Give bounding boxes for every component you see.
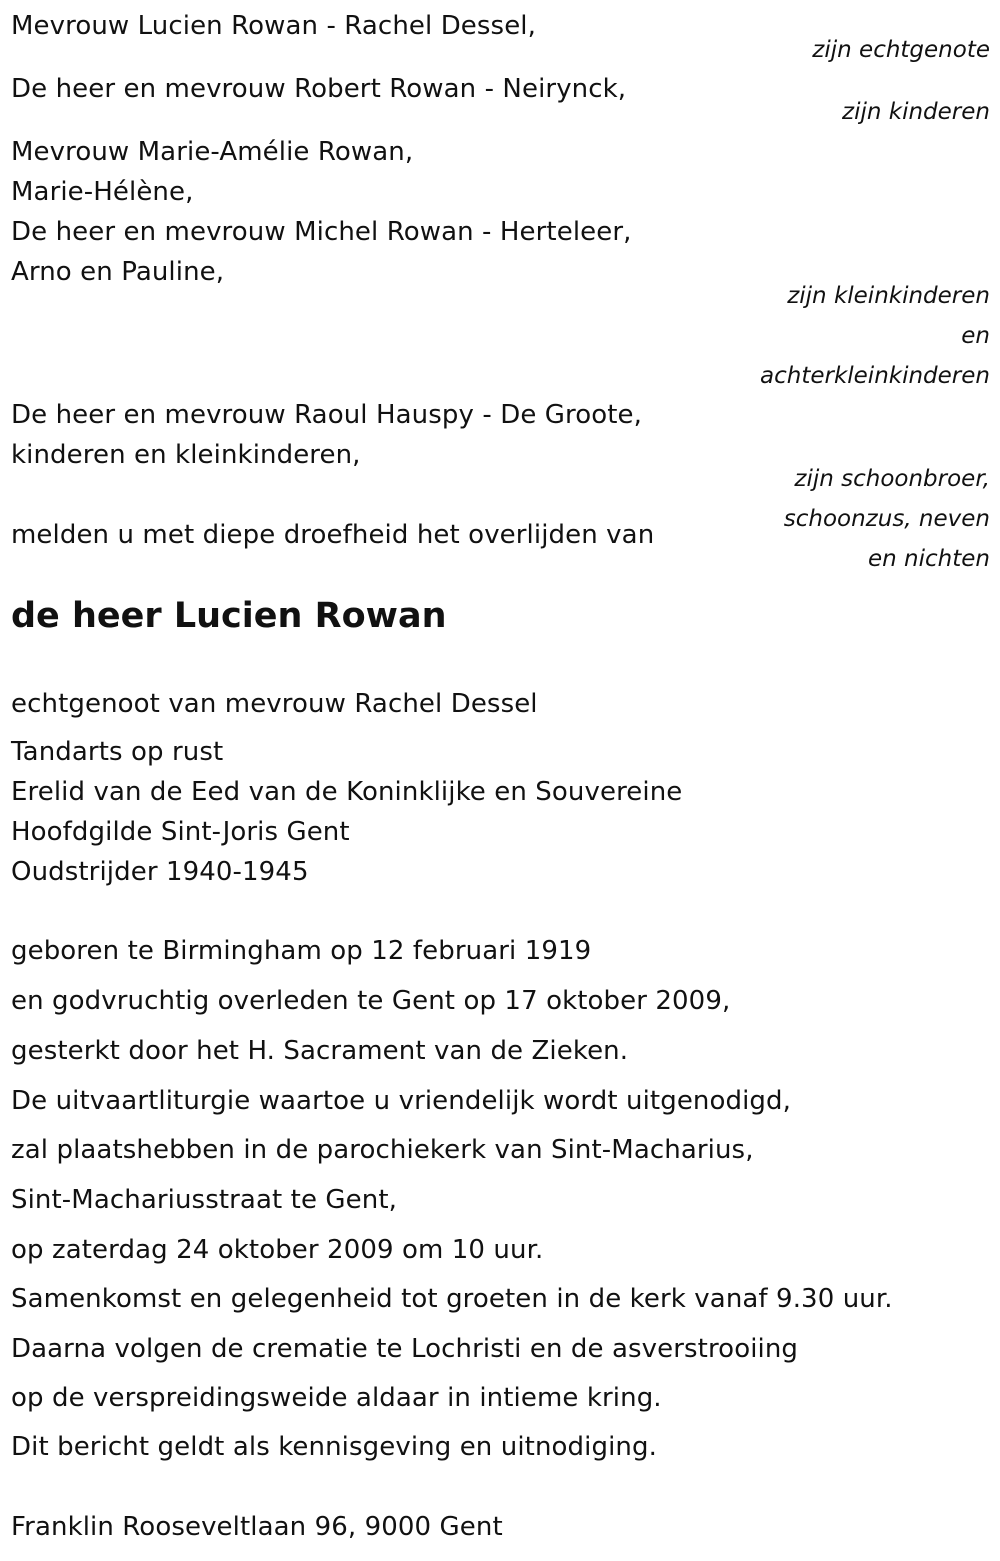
detail-line-6: Sint-Machariusstraat te Gent,: [11, 1185, 397, 1215]
detail-line-4: De uitvaartliturgie waartoe u vriendelijk wordt uitgenodigd,: [11, 1086, 791, 1116]
family-line-5: De heer en mevrouw Michel Rowan - Herteleer,: [11, 217, 632, 247]
announcement-line: melden u met diepe droefheid het overlijden van: [11, 520, 655, 550]
detail-line-10: op de verspreidingsweide aldaar in intieme kring.: [11, 1383, 662, 1413]
detail-line-3: gesterkt door het H. Sacrament van de Zieken.: [11, 1036, 629, 1066]
family-line-3: Mevrouw Marie-Amélie Rowan,: [11, 137, 414, 167]
family-line-7: De heer en mevrouw Raoul Hauspy - De Groote,: [11, 400, 643, 430]
title-line-1: Tandarts op rust: [11, 737, 224, 767]
relation-spouse: zijn echtgenote: [812, 37, 990, 63]
detail-line-8: Samenkomst en gelegenheid tot groeten in de kerk vanaf 9.30 uur.: [11, 1284, 893, 1314]
family-line-6: Arno en Pauline,: [11, 257, 225, 287]
title-line-3: Hoofdgilde Sint-Joris Gent: [11, 817, 350, 847]
detail-line-9: Daarna volgen de crematie te Lochristi en de asverstrooiing: [11, 1334, 799, 1364]
family-line-1: Mevrouw Lucien Rowan - Rachel Dessel,: [11, 11, 536, 41]
detail-line-7: op zaterdag 24 oktober 2009 om 10 uur.: [11, 1235, 544, 1265]
relation-children: zijn kinderen: [842, 99, 990, 125]
address-line: Franklin Rooseveltlaan 96, 9000 Gent: [11, 1512, 503, 1542]
detail-line-2: en godvruchtig overleden te Gent op 17 oktober 2009,: [11, 986, 731, 1016]
spouse-line: echtgenoot van mevrouw Rachel Dessel: [11, 689, 538, 719]
relation-in-laws-1: zijn schoonbroer,: [794, 466, 990, 492]
relation-grandchildren-and: en: [961, 323, 990, 349]
relation-in-laws-3: en nichten: [868, 546, 990, 572]
relation-great-grandchildren: achterkleinkinderen: [760, 363, 990, 389]
detail-line-1: geboren te Birmingham op 12 februari 1919: [11, 936, 592, 966]
detail-line-5: zal plaatshebben in de parochiekerk van Sint-Macharius,: [11, 1135, 754, 1165]
relation-in-laws-2: schoonzus, neven: [783, 506, 990, 532]
deceased-name: de heer Lucien Rowan: [11, 596, 447, 636]
family-line-8: kinderen en kleinkinderen,: [11, 440, 361, 470]
title-line-4: Oudstrijder 1940-1945: [11, 857, 309, 887]
title-line-2: Erelid van de Eed van de Koninklijke en Souvereine: [11, 777, 683, 807]
family-line-4: Marie-Hélène,: [11, 177, 194, 207]
detail-line-11: Dit bericht geldt als kennisgeving en uitnodiging.: [11, 1432, 657, 1462]
relation-grandchildren: zijn kleinkinderen: [787, 283, 990, 309]
family-line-2: De heer en mevrouw Robert Rowan - Neirynck,: [11, 74, 627, 104]
